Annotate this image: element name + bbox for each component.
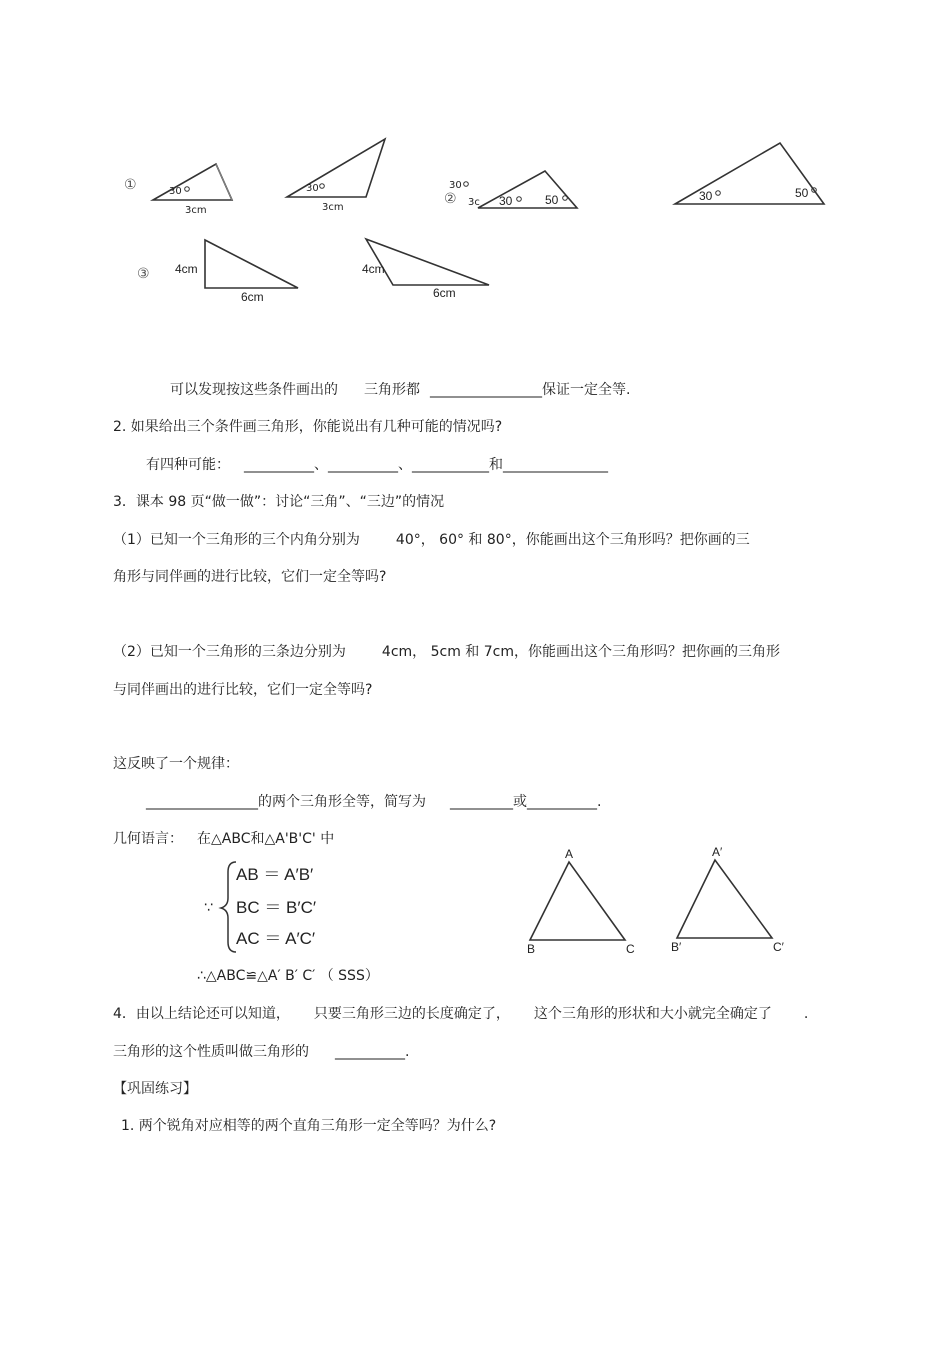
finding-text-c: 保证一定全等. [542, 382, 631, 398]
angle-mark [464, 182, 469, 187]
part-1-text-a: （1）已知一个三角形的三个内角分别为 [113, 532, 360, 548]
blank-4: _______________ [503, 457, 608, 473]
angle-label: 30 [699, 189, 713, 203]
rule-or: 或 [513, 794, 527, 810]
geometry-language-context: 在△ABC和△A'B'C' 中 [197, 831, 335, 847]
question-4-line-1 [113, 1005, 808, 1023]
part-2-text-a: （2）已知一个三角形的三条边分别为 [113, 644, 346, 660]
case-marker-3: ③ [137, 266, 150, 282]
finding-text-a: 可以发现按这些条件画出的 [170, 382, 338, 398]
rule-blank-1: ____________ [146, 794, 230, 810]
rule-blank-5: __________. [527, 794, 602, 810]
four-cases-lead: 有四种可能： [146, 457, 230, 473]
part-1-text-b: 40°， 60° 和 80°，你能画出这个三角形吗？把你画的三 [395, 532, 750, 548]
triangle-2a [478, 171, 577, 208]
rule-text: 的两个三角形全等，简写为 [258, 794, 426, 810]
side-label: 4cm [362, 262, 385, 276]
rule-blank-2: ____ [230, 794, 258, 810]
angle-label: 30 [499, 194, 513, 208]
because-symbol: ∵ [204, 900, 213, 916]
angle-mark [320, 184, 325, 189]
question-3: 3．课本 98 页“做一做”：讨论“三角”、“三边”的情况 [113, 494, 445, 510]
geometry-language-line [113, 830, 334, 848]
conjunction: 和 [489, 457, 503, 473]
triangle-abc-prime [677, 860, 772, 938]
side-label: 6cm [433, 286, 456, 300]
triangle-1b [287, 139, 385, 197]
equation-ab: AB ＝ A′B′ [236, 865, 314, 884]
side-label: 6cm [241, 290, 264, 304]
part-2-line-2: 与同伴画出的进行比较，它们一定全等吗? [113, 682, 373, 698]
angle-label: 30 [306, 183, 319, 194]
side-label: 3c [468, 197, 480, 208]
angle-mark [716, 191, 721, 196]
angle-label: 50 [795, 186, 809, 200]
part-2-text-b: 4cm， 5cm 和 7cm，你能画出这个三角形吗？把你画的三角形 [381, 644, 780, 660]
side-label: 4cm [175, 262, 198, 276]
q4-text-e: 三角形的这个性质叫做三角形的 [113, 1044, 309, 1060]
triangle-abc [530, 862, 625, 940]
conclusion: ∴△ABC≌△A′ B′ C′ （ SSS） [197, 968, 379, 984]
rule-blank-4: ______ [471, 794, 513, 810]
blank-2: __________ [328, 457, 398, 473]
vertex-label-a: A [565, 847, 574, 861]
triangle-1a-open-side [216, 164, 232, 200]
blank-3: ___________ [412, 457, 489, 473]
triangle-1a [153, 164, 232, 200]
case-marker-2: ② [444, 191, 457, 207]
geometry-language-label: 几何语言： [113, 831, 183, 847]
rule-blank-3: ___ [450, 794, 471, 810]
four-cases-line [146, 456, 608, 474]
angle-label: 50 [545, 193, 559, 207]
angle-mark [517, 197, 522, 202]
vertex-label-b-prime: B′ [671, 940, 682, 954]
part-1-line-1 [113, 531, 750, 549]
question-4-line-2 [113, 1043, 409, 1061]
angle-mark [563, 196, 568, 201]
case-marker-1: ① [124, 177, 137, 193]
rule-line [146, 793, 601, 811]
angle-mark [185, 187, 190, 192]
q4-text-b: 只要三角形三边的长度确定了， [313, 1006, 510, 1022]
vertex-label-c-prime: C′ [773, 940, 784, 954]
side-label: 3cm [185, 205, 207, 216]
vertex-label-c: C [626, 942, 635, 956]
q4-blank: __________. [335, 1044, 410, 1060]
separator: 、 [314, 457, 328, 473]
vertex-label-a-prime: A′ [712, 845, 723, 859]
separator: 、 [398, 457, 412, 473]
equation-bc: BC ＝ B′C′ [236, 898, 317, 917]
q4-text-d: . [803, 1006, 809, 1022]
question-2: 2. 如果给出三个条件画三角形，你能说出有几种可能的情况吗? [113, 419, 503, 435]
part-2-line-1 [113, 643, 780, 661]
finding-text-b: 三角形都 [364, 382, 420, 398]
side-label: 3cm [322, 202, 344, 213]
blank-1: __________ [244, 457, 314, 473]
vertex-label-b: B [527, 942, 536, 956]
part-1-line-2: 角形与同伴画的进行比较，它们一定全等吗? [113, 569, 387, 585]
system-brace [221, 862, 236, 952]
angle-label: 30 [169, 186, 182, 197]
triangle-3a [205, 240, 298, 288]
practice-question-1: 1. 两个锐角对应相等的两个直角三角形一定全等吗？为什么? [121, 1118, 497, 1134]
finding-line [170, 381, 630, 399]
q4-text-a: 4．由以上结论还可以知道， [113, 1006, 290, 1022]
equation-ac: AC ＝ A′C′ [236, 929, 316, 948]
finding-blank: ________________ [430, 382, 542, 398]
angle-label: 30 [449, 180, 462, 191]
practice-title: 【巩固练习】 [113, 1081, 197, 1097]
q4-text-c: 这个三角形的形状和大小就完全确定了 [533, 1006, 772, 1022]
rule-lead: 这反映了一个规律： [113, 756, 239, 772]
